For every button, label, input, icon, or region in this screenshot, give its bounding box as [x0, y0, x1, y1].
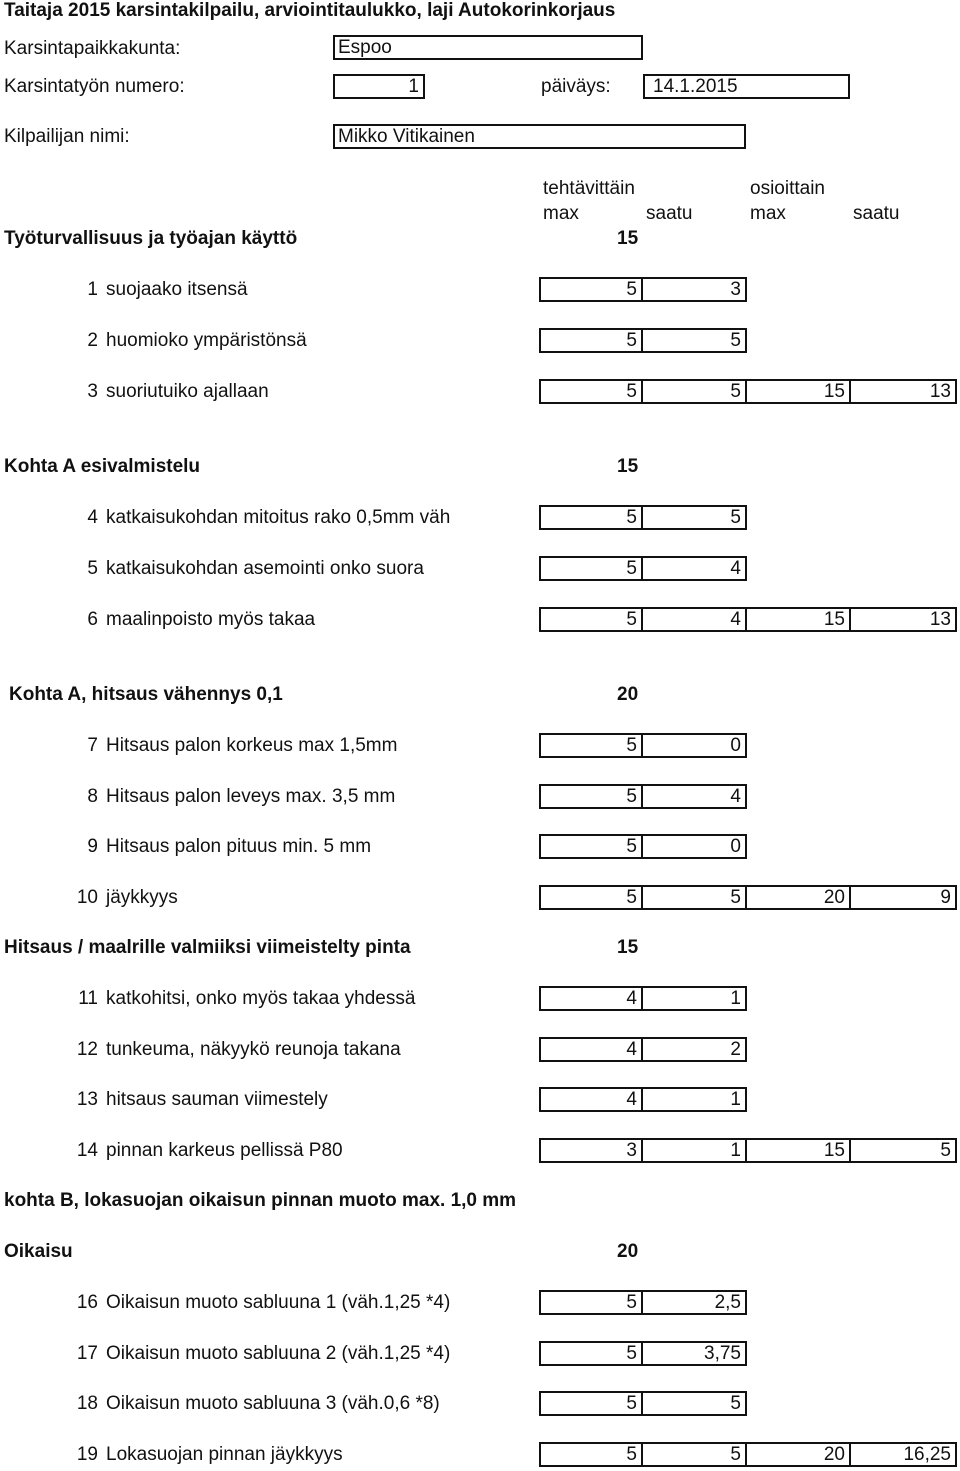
score-saatu-cell[interactable]: 5 [641, 1391, 747, 1416]
row-label: suoriutuiko ajallaan [106, 381, 269, 402]
section-saatu-cell[interactable]: 16,25 [849, 1442, 957, 1467]
score-saatu-cell[interactable]: 0 [641, 733, 747, 758]
row-label: Hitsaus palon leveys max. 3,5 mm [106, 786, 396, 807]
section-title: Kohta A, hitsaus vähennys 0,1 [9, 684, 283, 705]
row-label: huomioko ympäristönsä [106, 330, 307, 351]
score-max-cell[interactable]: 5 [539, 1391, 643, 1416]
place-label: Karsintapaikkakunta: [4, 38, 181, 59]
name-label: Kilpailijan nimi: [4, 126, 130, 147]
score-saatu-cell[interactable]: 5 [641, 1442, 747, 1467]
section-max: 15 [617, 228, 639, 249]
section-max-cell[interactable]: 20 [745, 885, 851, 910]
score-max-cell[interactable]: 4 [539, 986, 643, 1011]
column-group-tasks: tehtävittäin [543, 178, 635, 199]
date-value: 14.1.2015 [653, 76, 738, 97]
section-max-cell[interactable]: 15 [745, 379, 851, 404]
column-group-sections: osioittain [750, 178, 825, 199]
score-saatu-cell[interactable]: 2,5 [641, 1290, 747, 1315]
row-label: jäykkyys [106, 887, 178, 908]
score-max-cell[interactable]: 5 [539, 1341, 643, 1366]
score-max-cell[interactable]: 5 [539, 277, 643, 302]
score-max-cell[interactable]: 5 [539, 607, 643, 632]
section-saatu-cell[interactable]: 13 [849, 379, 957, 404]
score-saatu-cell[interactable]: 3 [641, 277, 747, 302]
row-label: Hitsaus palon korkeus max 1,5mm [106, 735, 398, 756]
row-number: 12 [76, 1039, 98, 1060]
date-label: päiväys: [541, 76, 611, 97]
score-saatu-cell[interactable]: 3,75 [641, 1341, 747, 1366]
score-max-cell[interactable]: 3 [539, 1138, 643, 1163]
row-label: hitsaus sauman viimestely [106, 1089, 328, 1110]
section-b-title: kohta B, lokasuojan oikaisun pinnan muoto max. 1,0 mm [4, 1190, 517, 1211]
row-number: 11 [78, 988, 98, 1009]
score-saatu-cell[interactable]: 4 [641, 556, 747, 581]
score-max-cell[interactable]: 5 [539, 784, 643, 809]
row-label: Oikaisun muoto sabluuna 1 (väh.1,25 *4) [106, 1292, 451, 1313]
row-number: 6 [87, 609, 98, 630]
score-saatu-cell[interactable]: 1 [641, 986, 747, 1011]
column-saatu-tasks: saatu [646, 203, 693, 224]
row-label: katkaisukohdan asemointi onko suora [106, 558, 424, 579]
score-max-cell[interactable]: 5 [539, 834, 643, 859]
score-max-cell[interactable]: 5 [539, 1442, 643, 1467]
row-number: 4 [87, 507, 98, 528]
row-number: 17 [76, 1343, 98, 1364]
score-saatu-cell[interactable]: 5 [641, 505, 747, 530]
score-max-cell[interactable]: 5 [539, 1290, 643, 1315]
section-max: 20 [617, 684, 639, 705]
column-saatu-sections: saatu [853, 203, 900, 224]
place-field[interactable] [333, 35, 643, 60]
name-field[interactable] [333, 124, 746, 149]
place-value: Espoo [338, 37, 392, 58]
row-number: 18 [76, 1393, 98, 1414]
row-number: 9 [87, 836, 98, 857]
score-saatu-cell[interactable]: 0 [641, 834, 747, 859]
score-max-cell[interactable]: 4 [539, 1037, 643, 1062]
score-saatu-cell[interactable]: 5 [641, 379, 747, 404]
row-label: tunkeuma, näkyykö reunoja takana [106, 1039, 401, 1060]
column-max-sections: max [750, 203, 786, 224]
row-label: pinnan karkeus pellissä P80 [106, 1140, 343, 1161]
score-saatu-cell[interactable]: 1 [641, 1087, 747, 1112]
score-max-cell[interactable]: 5 [539, 885, 643, 910]
section-max: 20 [617, 1241, 639, 1262]
section-saatu-cell[interactable]: 13 [849, 607, 957, 632]
row-number: 16 [76, 1292, 98, 1313]
row-label: Oikaisun muoto sabluuna 3 (väh.0,6 *8) [106, 1393, 440, 1414]
score-max-cell[interactable]: 5 [539, 556, 643, 581]
row-label: Oikaisun muoto sabluuna 2 (väh.1,25 *4) [106, 1343, 451, 1364]
row-number: 3 [87, 381, 98, 402]
work-number-field[interactable] [333, 74, 425, 99]
score-max-cell[interactable]: 5 [539, 379, 643, 404]
section-saatu-cell[interactable]: 5 [849, 1138, 957, 1163]
row-number: 1 [87, 279, 98, 300]
date-field[interactable] [643, 74, 850, 99]
section-saatu-cell[interactable]: 9 [849, 885, 957, 910]
row-label: Hitsaus palon pituus min. 5 mm [106, 836, 372, 857]
score-max-cell[interactable]: 5 [539, 733, 643, 758]
work-number-label: Karsintatyön numero: [4, 76, 185, 97]
section-max-cell[interactable]: 15 [745, 607, 851, 632]
score-saatu-cell[interactable]: 5 [641, 885, 747, 910]
row-label: katkohitsi, onko myös takaa yhdessä [106, 988, 416, 1009]
column-max-tasks: max [543, 203, 579, 224]
row-number: 10 [76, 887, 98, 908]
row-number: 5 [87, 558, 98, 579]
row-number: 19 [76, 1444, 98, 1465]
score-saatu-cell[interactable]: 1 [641, 1138, 747, 1163]
row-number: 13 [76, 1089, 98, 1110]
row-label: Lokasuojan pinnan jäykkyys [106, 1444, 343, 1465]
row-number: 7 [87, 735, 98, 756]
score-saatu-cell[interactable]: 4 [641, 784, 747, 809]
row-label: maalinpoisto myös takaa [106, 609, 316, 630]
row-number: 14 [76, 1140, 98, 1161]
score-max-cell[interactable]: 4 [539, 1087, 643, 1112]
section-max: 15 [617, 456, 639, 477]
work-number-value: 1 [408, 76, 419, 97]
section-title: Hitsaus / maalrille valmiiksi viimeistelty pinta [4, 937, 411, 958]
section-max: 15 [617, 937, 639, 958]
row-number: 2 [87, 330, 98, 351]
row-label: katkaisukohdan mitoitus rako 0,5mm väh [106, 507, 451, 528]
section-title: Työturvallisuus ja työajan käyttö [4, 228, 298, 249]
page-title: Taitaja 2015 karsintakilpailu, arviointitaulukko, laji Autokorinkorjaus [4, 0, 616, 21]
section-title: Kohta A esivalmistelu [4, 456, 201, 477]
section-title: Oikaisu [4, 1241, 73, 1262]
section-max-cell[interactable]: 15 [745, 1138, 851, 1163]
score-saatu-cell[interactable]: 2 [641, 1037, 747, 1062]
score-max-cell[interactable]: 5 [539, 328, 643, 353]
row-number: 8 [87, 786, 98, 807]
row-label: suojaako itsensä [106, 279, 248, 300]
score-saatu-cell[interactable]: 5 [641, 328, 747, 353]
score-saatu-cell[interactable]: 4 [641, 607, 747, 632]
name-value: Mikko Vitikainen [338, 126, 475, 147]
section-max-cell[interactable]: 20 [745, 1442, 851, 1467]
score-max-cell[interactable]: 5 [539, 505, 643, 530]
